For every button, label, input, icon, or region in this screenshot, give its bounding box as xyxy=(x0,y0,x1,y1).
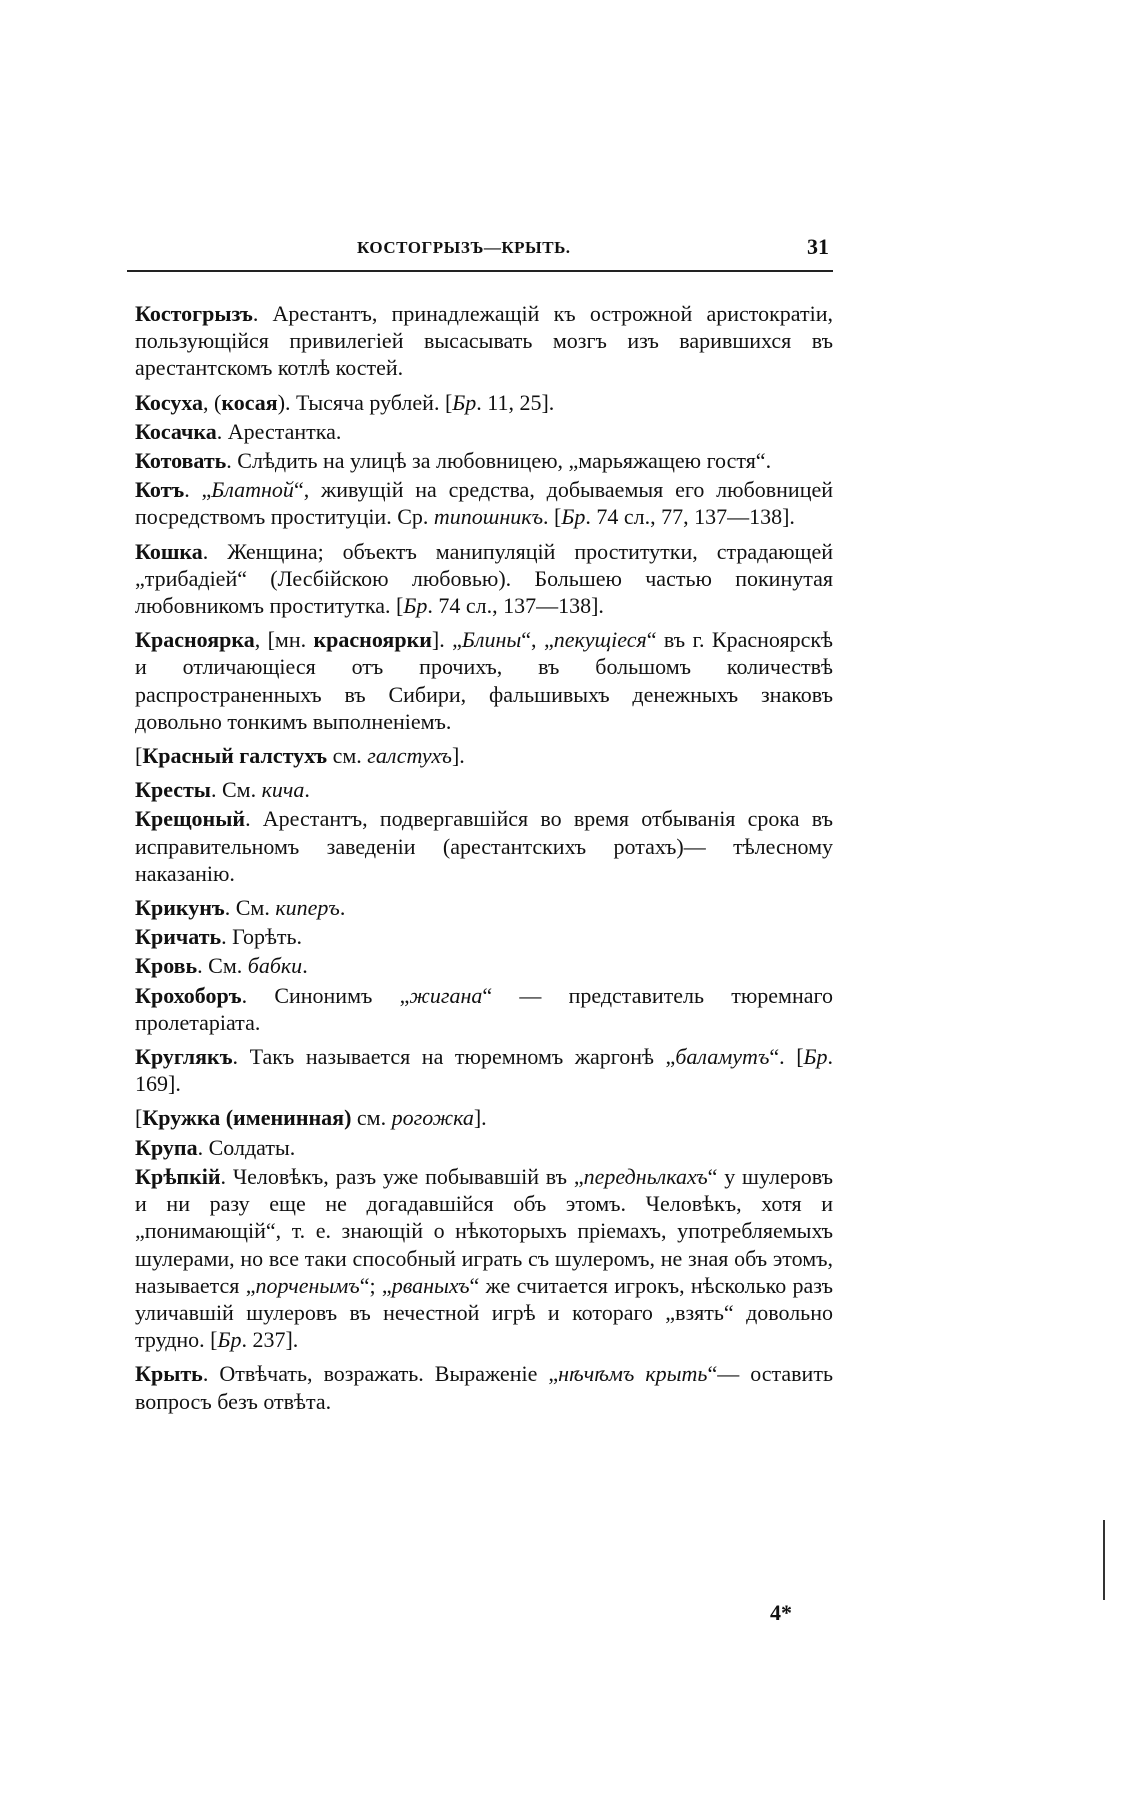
entry-kostogryz xyxy=(135,300,833,382)
entry-headword: Круглякъ xyxy=(135,1044,233,1070)
entry-text: “, живущій на средства, добываемыя его любовницей посредствомъ проституціи. Ср. xyxy=(135,477,834,530)
entry-italic-text: Бр xyxy=(803,1044,828,1070)
entry-text: . Арестантка. xyxy=(216,418,342,444)
entry-kresty xyxy=(135,776,833,803)
entry-italic-text: передньлкахъ xyxy=(583,1163,708,1189)
entry-koshka xyxy=(135,538,833,620)
entry-italic-text: бабки xyxy=(247,953,303,979)
entry-krov xyxy=(135,952,833,979)
entry-headword: Кресты xyxy=(135,777,211,803)
entry-krichat xyxy=(135,923,833,950)
entry-text: , ( xyxy=(203,389,222,415)
entry-headword: Костогрызъ xyxy=(135,301,253,326)
entry-text: “ — представитель тюремнаго пролетаріата. xyxy=(135,982,833,1035)
entry-italic-text: нѣчѣмъ крыть xyxy=(558,1361,708,1387)
entry-text: . Горѣть. xyxy=(221,924,303,950)
entry-text: . xyxy=(339,895,346,921)
entry-headword: Крикунъ xyxy=(135,895,225,921)
entry-italic-text: рваныхъ xyxy=(391,1272,470,1298)
entry-italic-text: рогожка xyxy=(391,1105,474,1131)
entry-headword: косая xyxy=(221,389,278,415)
entry-text: . Арестантъ, принадлежащій къ острожной аристократіи, пользующійся привилегіей высасывать мозгъ изъ варившихся въ арестантскомъ котлѣ костей. xyxy=(135,301,833,381)
entry-text: . „ xyxy=(184,477,212,503)
entry-text: . Слѣдить на улицѣ за любовницею, „марьяжащею гостя“. xyxy=(226,448,772,474)
entry-italic-text: Блины xyxy=(461,627,522,653)
entry-headword: Крупа xyxy=(135,1134,198,1160)
entry-text: ]. „ xyxy=(431,627,462,653)
entry-text: . 11, 25]. xyxy=(476,389,555,415)
entry-italic-text: порченымъ xyxy=(255,1272,360,1298)
entry-kot xyxy=(135,476,833,530)
entry-text: . xyxy=(304,777,310,803)
entry-italic-text: типошникъ xyxy=(433,504,544,530)
entry-kruzhka xyxy=(135,1104,833,1131)
entry-headword: Крохоборъ xyxy=(135,982,242,1008)
entry-headword: Кружка (именинная) xyxy=(142,1105,352,1131)
entry-text: . Женщина; объектъ манипуляцій проститутки, страдающей „трибадіей“ (Лесбійскою любовью). Большею частью покинутая любовникомъ проститутка. [ xyxy=(135,538,833,619)
entry-italic-text: Бр xyxy=(403,593,428,619)
header-title: КОСТОГРЫЗЪ—КРЫТЬ. xyxy=(357,238,571,257)
entry-italic-text: баламутъ xyxy=(675,1044,770,1070)
entry-text: . Человѣкъ, разъ уже побывавшій въ „ xyxy=(220,1163,584,1189)
entry-text: . Арестантъ, подвергавшійся во время отбыванія срока въ исправительномъ заведеніи (арестантскихъ ротахъ)— тѣлесному наказанію. xyxy=(135,806,833,886)
entry-krikun xyxy=(135,894,833,921)
entry-text: “— оставить вопросъ безъ отвѣта. xyxy=(135,1361,833,1414)
entry-kosachka xyxy=(135,418,833,445)
entry-italic-text: киперъ xyxy=(275,895,340,921)
entry-headword: Крѣпкій xyxy=(135,1163,221,1189)
entry-text: [ xyxy=(135,743,143,769)
entry-text: . [ xyxy=(543,504,562,530)
entry-headword: Крыть xyxy=(135,1361,203,1387)
entry-krupa xyxy=(135,1134,833,1161)
entry-italic-text: Бр xyxy=(452,389,477,415)
entry-text: . Отвѣчать, возражать. Выраженіе „ xyxy=(202,1361,559,1387)
entry-text: . См. xyxy=(224,895,276,921)
entry-headword: красноярки xyxy=(313,627,432,653)
entry-text: [ xyxy=(135,1105,143,1131)
entry-headword: Котовать xyxy=(135,448,227,474)
entry-headword: Красный галстухъ xyxy=(142,743,328,769)
entry-text: “. [ xyxy=(769,1044,804,1070)
entry-headword: Котъ xyxy=(135,477,185,503)
dictionary-entries xyxy=(135,300,833,1422)
entry-italic-text: Бр xyxy=(217,1327,242,1353)
entry-headword: Красноярка xyxy=(135,627,255,653)
entry-headword: Кровь xyxy=(135,953,198,979)
entry-krasny-galstukh xyxy=(135,742,833,769)
signature-mark: 4* xyxy=(770,1600,792,1625)
entry-kreshchony xyxy=(135,805,833,887)
entry-kryt xyxy=(135,1360,833,1414)
entry-text: . 74 сл., 137—138]. xyxy=(427,593,604,619)
entry-text: , [мн. xyxy=(254,627,314,653)
entry-kotovat xyxy=(135,447,833,474)
entry-italic-text: кича xyxy=(261,777,305,803)
entry-headword: Косуха xyxy=(135,389,204,415)
entry-text: “; „ xyxy=(359,1272,392,1298)
entry-krepkiy xyxy=(135,1163,833,1353)
entry-headword: Кошка xyxy=(135,538,203,564)
entry-italic-text: Бр xyxy=(561,504,586,530)
entry-text: . 169]. xyxy=(135,1044,834,1097)
entry-italic-text: галстухъ xyxy=(367,743,452,769)
entry-text: . См. xyxy=(210,777,262,803)
entry-headword: Кричать xyxy=(135,924,222,950)
entry-text: “ у шулеровъ и ни разу еще не догадавшійся объ этомъ. Человѣкъ, хотя и „понимающій“, т. е. знающій о нѣкоторыхъ пріемахъ, употребляемыхъ шулерами, но все таки способный играть съ шулеромъ, не зная объ этомъ, называется „ xyxy=(135,1163,833,1298)
entry-italic-text: жигана xyxy=(409,982,483,1008)
entry-italic-text: Блатной xyxy=(211,477,294,503)
running-header xyxy=(127,234,833,272)
entry-headword: Косачка xyxy=(135,418,217,444)
entry-text: . Солдаты. xyxy=(197,1134,296,1160)
entry-text: “ въ г. Красноярскѣ и отличающіеся отъ прочихъ, въ большомъ количествѣ распространенныхъ въ Сибири, фальшивыхъ денежныхъ знаковъ довольно тонкимъ выполненіемъ. xyxy=(135,627,833,734)
page-number: 31 xyxy=(807,234,829,259)
entry-text: ]. xyxy=(451,743,465,769)
entry-text: см. xyxy=(327,743,368,769)
entry-text: . 74 сл., 77, 137—138]. xyxy=(585,504,795,530)
margin-rule xyxy=(1103,1520,1105,1600)
entry-text: ]. xyxy=(473,1105,487,1131)
entry-krokhobor xyxy=(135,982,833,1036)
entry-text: . Такъ называется на тюремномъ жаргонѣ „ xyxy=(232,1044,676,1070)
entry-kruglyak xyxy=(135,1043,833,1097)
entry-text: . См. xyxy=(197,953,248,979)
entry-headword: Крещоный xyxy=(135,806,246,832)
entry-text: см. xyxy=(351,1105,392,1131)
entry-kosukha xyxy=(135,389,833,416)
entry-text: “, „ xyxy=(521,627,554,653)
entry-text: . xyxy=(302,953,308,979)
entry-text: “ же считается игрокъ, нѣсколько разъ уличавшій шулеровъ въ нечестной игрѣ и котораго „взять“ довольно трудно. [ xyxy=(135,1272,833,1353)
entry-text: . Синонимъ „ xyxy=(241,982,410,1008)
entry-text: ). Тысяча рублей. [ xyxy=(277,389,453,415)
entry-krasnoyarka xyxy=(135,626,833,735)
entry-text: . 237]. xyxy=(241,1327,299,1353)
entry-italic-text: пекущіеся xyxy=(553,627,647,653)
